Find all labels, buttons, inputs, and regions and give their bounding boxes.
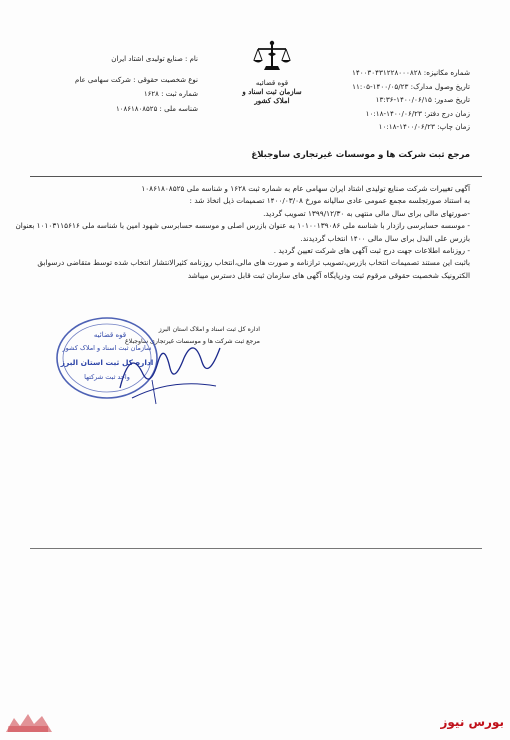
seal-text: قوه قضائیه (93, 331, 127, 339)
announcement-line: باثبت این مستند تصمیمات انتخاب بازرس،تصویب ترازنامه و صورت های مالی،انتخاب روزنامه کثیرالانتشار انتخاب شده توسط متقاضی درسوابق (37, 258, 470, 268)
watermark-logo-icon (4, 712, 54, 734)
stamp-caption-line: مرجع ثبت شرکت ها و موسسات غیرتجاری ساوجبلاغ (124, 338, 260, 345)
registration-number: شماره ثبت : ۱۶۲۸ (143, 90, 198, 98)
company-info (48, 52, 198, 116)
announcement-line: به استناد صورتجلسه مجمع عمومی عادی سالیانه مورخ ۱۴۰۰/۰۳/۰۸ تصمیمات ذیل اتخاذ شد : (189, 196, 470, 206)
stamp-caption-line: اداره کل ثبت اسناد و املاک استان البرز (158, 326, 260, 333)
judiciary-label: قوه قضائیه (255, 79, 289, 87)
seal-text: واحد ثبت شرکتها (84, 373, 130, 381)
brand-watermark: بورس نیوز (440, 715, 504, 729)
scales-of-justice-icon (252, 40, 292, 74)
seal-text: اداره کل ثبت استان البرز (60, 358, 154, 367)
company-name: نام : صنایع تولیدی اشتاد ایران (111, 55, 198, 63)
documents-received-date: تاریخ وصول مدارک: ۱۴۰۰/۰۵/۲۳-۱۱:۰۵ (352, 81, 470, 91)
seal-text: سازمان ثبت اسناد و املاک کشور (62, 344, 152, 352)
announcement-body (15, 183, 470, 282)
header-divider (30, 176, 482, 177)
registry-authority-title: مرجع ثبت شرکت ها و موسسات غیرتجاری ساوجبلاغ (251, 150, 470, 160)
announcement-line: الکترونیک شخصیت حقوقی مرقوم ثبت ودرپایگاه آگهی های سازمان ثبت قابل دسترس میباشد (187, 270, 470, 280)
announcement-line: - روزنامه اطلاعات جهت درج ثبت آگهی های شرکت تعیین گردید . (273, 246, 470, 256)
signature (112, 328, 232, 408)
judiciary-emblem (240, 40, 304, 105)
legal-entity-type: نوع شخصیت حقوقی : شرکت سهامی عام (75, 75, 198, 84)
mechanized-number: شماره مکانیزه: ۱۴۰۰۳۰۴۳۱۲۲۸۰۰۰۸۲۸ (351, 68, 470, 77)
print-time: زمان چاپ: ۱۴۰۰/۰۶/۲۳-۱۰:۱۸ (378, 122, 470, 131)
footer-divider (30, 548, 482, 549)
national-id: شناسه ملی : ۱۰۸۶۱۸۰۸۵۲۵ (115, 104, 198, 113)
organization-label: سازمان ثبت اسناد و املاک کشور (242, 87, 302, 105)
announcement-line: -صورتهای مالی برای سال مالی منتهی به ۱۳۹۹/۱۲/۳۰ تصویب گردید. (263, 208, 470, 218)
announcement-line: بازرس علی البدل برای سال مالی ۱۴۰۰ انتخاب گردیدند. (300, 233, 470, 243)
registry-entry-time: زمان درج دفتر: ۱۴۰۰/۰۶/۲۳-۱۰:۱۸ (365, 108, 470, 118)
document-metadata (320, 66, 470, 134)
announcement-line: آگهی تغییرات شرکت صنایع تولیدی اشتاد ایران سهامی عام به شماره ثبت ۱۶۲۸ و شناسه ملی ۱۰۸۶۱۸۰۸۵۲۵ (141, 184, 470, 193)
announcement-line: - موسسه حسابرسی رازدار با شناسه ملی ۱۰۱۰۰۱۳۹۰۸۶ به عنوان بازرس اصلی و موسسه حسابرسی شهود امین با شناسه ملی ۱۰۱۰۳۱۱۵۶۱۶ بعنوان (15, 221, 470, 231)
issue-date: تاریخ صدور: ۱۴۰۰/۰۶/۱۵-۱۳:۳۶ (375, 95, 470, 104)
